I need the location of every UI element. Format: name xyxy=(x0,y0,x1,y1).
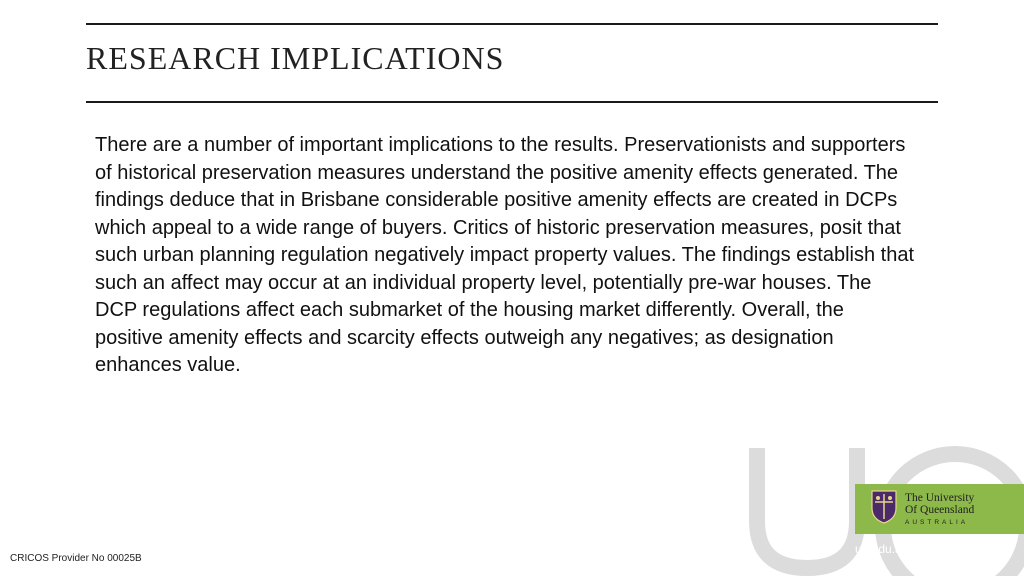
body-paragraph: There are a number of important implications to the results. Preservationists and supporters of historical preservation measures understand the positive amenity effects generated. The findings deduce that in Brisbane considerable positive amenity effects are created in DCPs which appeal to a wide range of buyers. Critics of historic preservation measures, posit that such urban planning regulation negatively impact property values. The findings establish that such an affect may occur at an individual property level, potentially pre-war houses. The DCP regulations affect each submarket of the housing market differently. Overall, the positive amenity effects and scarcity effects outweigh any negatives; as designation enhances value. xyxy=(95,134,915,376)
top-divider xyxy=(86,23,938,25)
website-link[interactable]: uq.edu.au xyxy=(855,542,909,556)
cricos-notice: CRICOS Provider No 00025B xyxy=(10,553,142,564)
crest-icon xyxy=(871,490,897,524)
logo-wordmark xyxy=(905,492,974,526)
logo-line-1: The University xyxy=(905,492,975,504)
logo-line-3: AUSTRALIA xyxy=(905,519,969,526)
title-divider xyxy=(86,101,938,103)
logo-line-2: Of Queensland xyxy=(905,504,975,516)
university-logo[interactable] xyxy=(855,484,1024,534)
page-title: RESEARCH IMPLICATIONS xyxy=(86,40,505,76)
